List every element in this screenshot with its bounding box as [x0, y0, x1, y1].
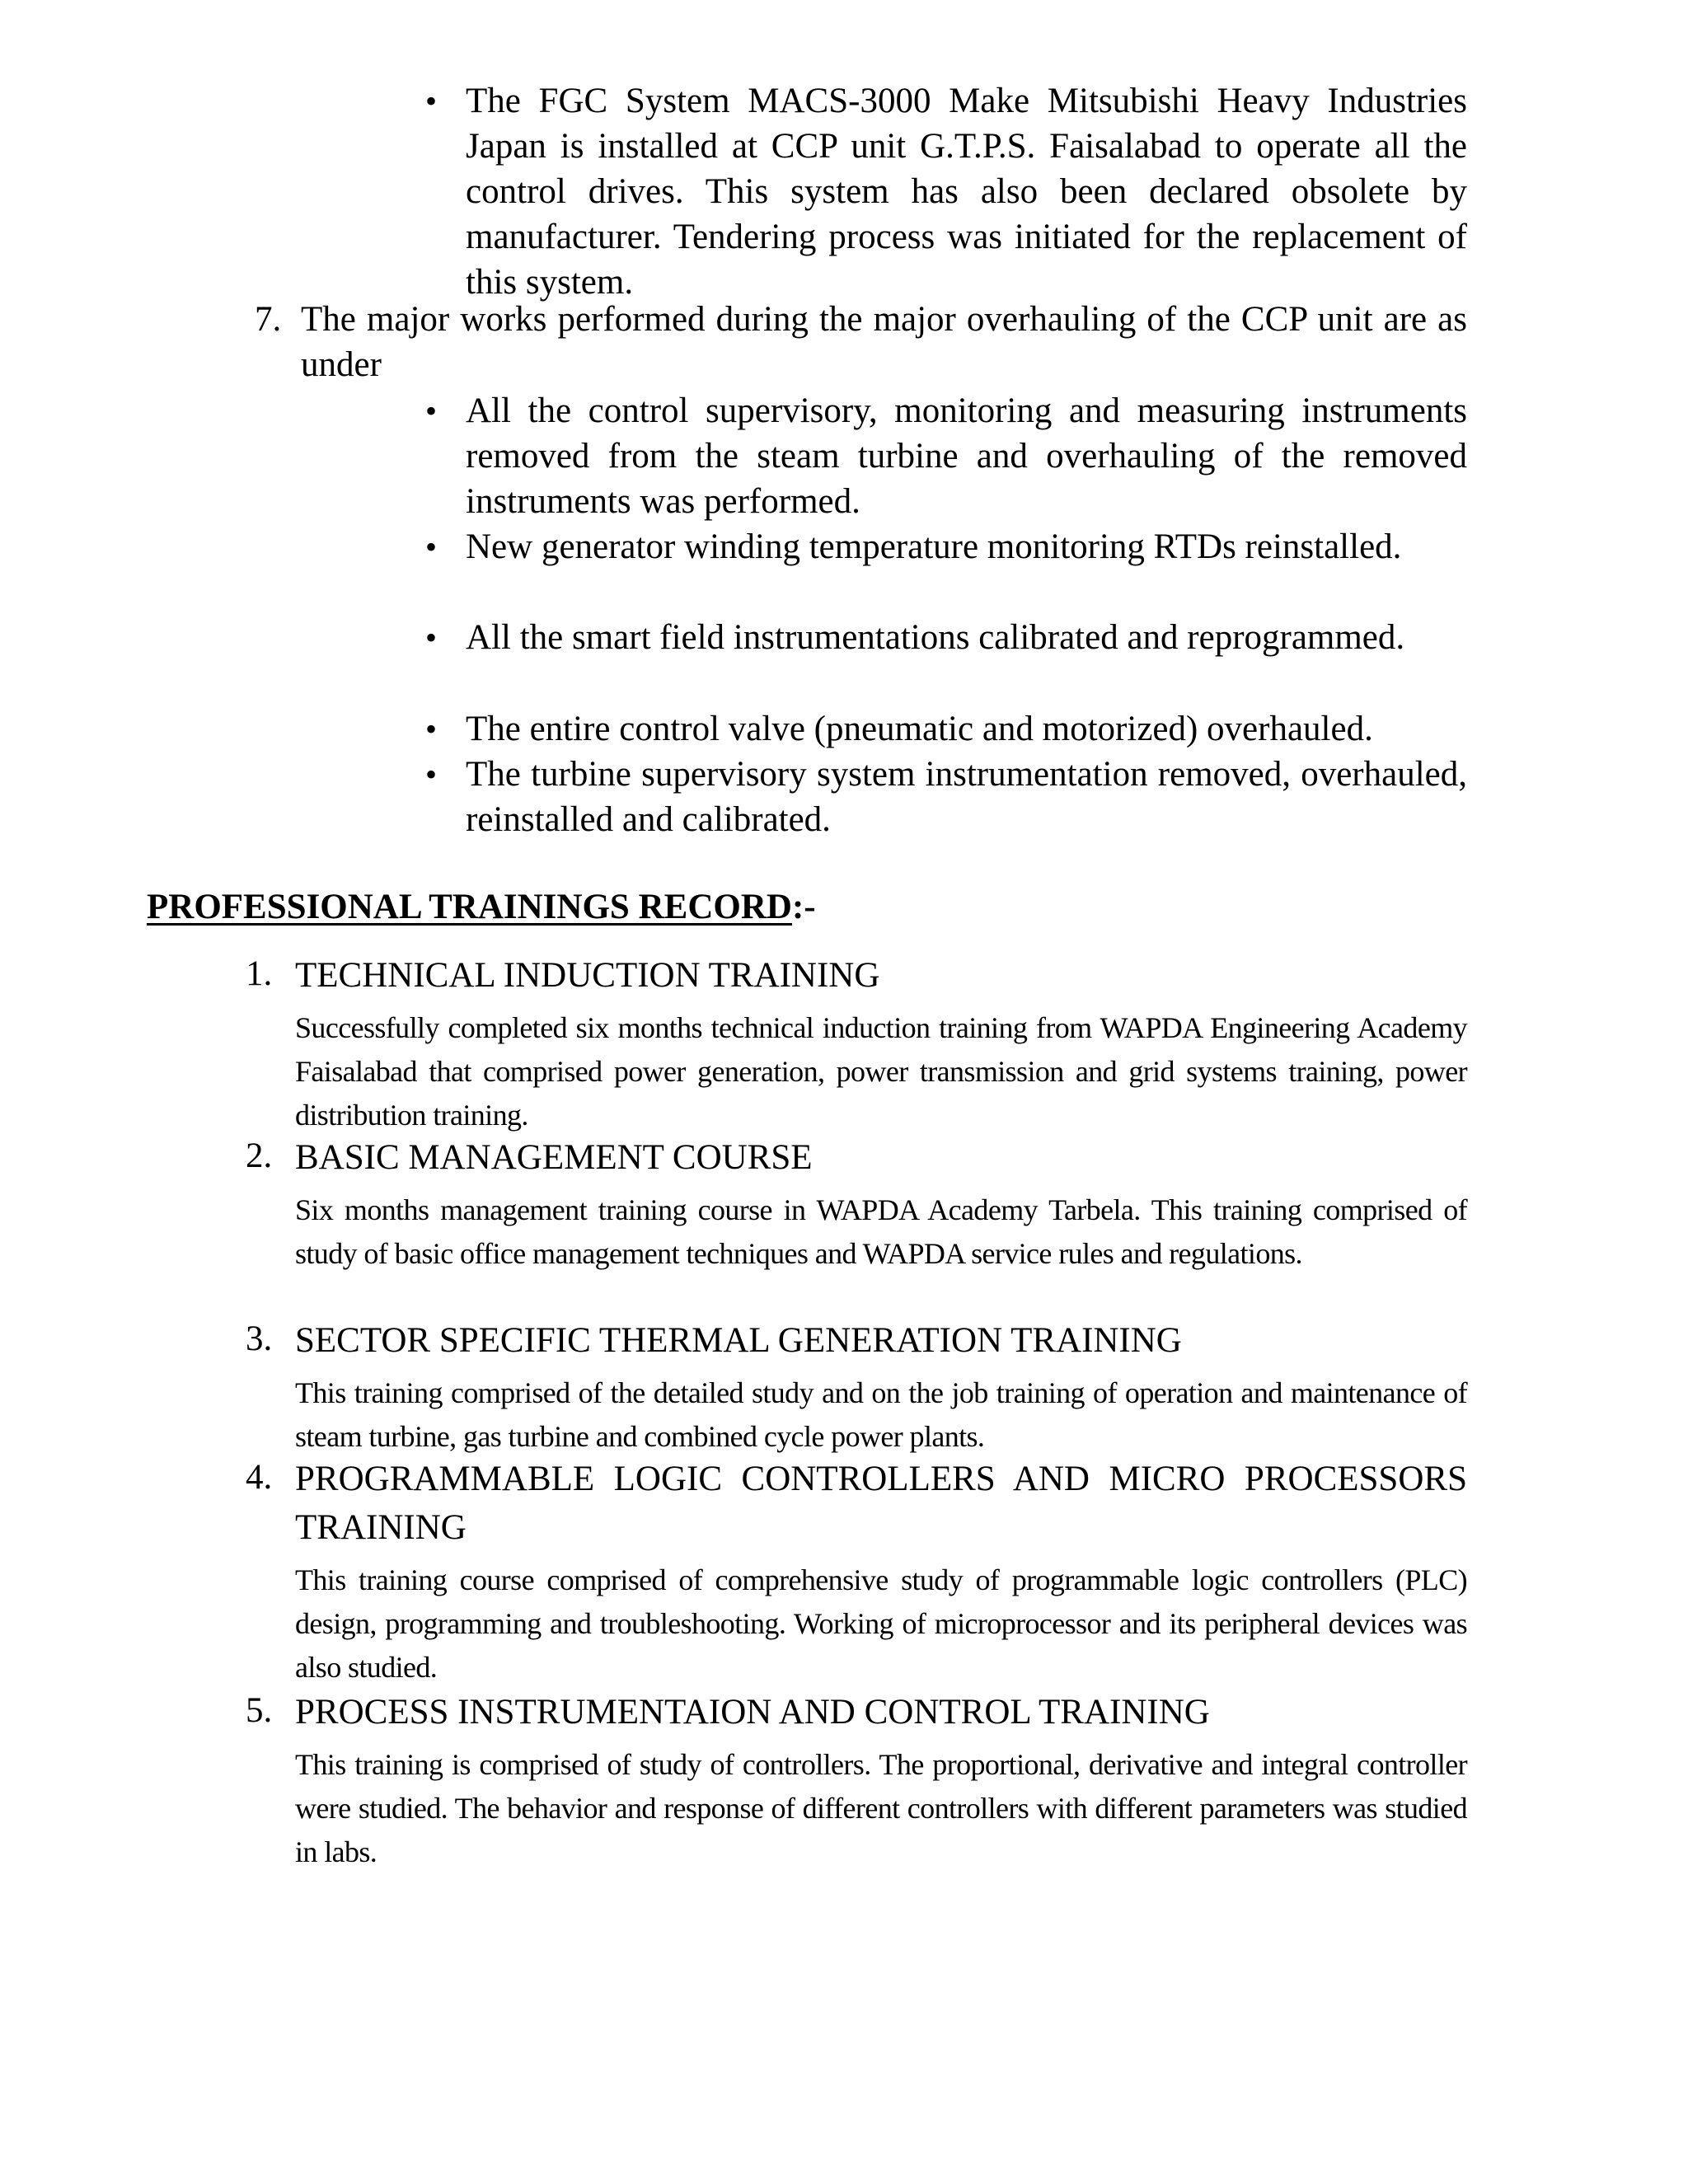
point-number: 7. [255, 300, 282, 339]
numbered-point-7 [255, 297, 1467, 387]
list-item [425, 524, 1467, 569]
training-title: PROGRAMMABLE LOGIC CONTROLLERS AND MICRO PROCESSORS TRAINING [295, 1460, 1467, 1547]
training-description: Successfully completed six months technical induction training from WAPDA Engineering Academy Faisalabad that comprised power generation, power transmission and grid systems training, power distribution training. [295, 1011, 1467, 1132]
training-title: PROCESS INSTRUMENTAION AND CONTROL TRAINING [295, 1693, 1210, 1732]
bullet-text: The turbine supervisory system instrumentation removed, overhauled, reinstalled and calibrated. [466, 755, 1467, 839]
bullet-text: The FGC System MACS-3000 Make Mitsubishi Heavy Industries Japan is installed at CCP unit G.T.P.S. Faisalabad to operate all the control drives. This system has also been declared obsolete by manufacturer. Tendering process was initiated for the replacement of this system. [466, 82, 1467, 302]
training-description: This training course comprised of comprehensive study of programmable logic controllers (PLC) design, programming and troubleshooting. Working of microprocessor and its peripheral devices was also studied. [295, 1563, 1467, 1684]
bullet-icon: • [425, 756, 438, 793]
bullet-text: All the smart field instrumentations calibrated and reprogrammed. [466, 618, 1405, 657]
training-description: Six months management training course in WAPDA Academy Tarbela. This training comprised of study of basic office management techniques and WAPDA service rules and regulations. [295, 1193, 1467, 1270]
training-item [246, 1133, 1467, 1276]
section-heading-suffix: :- [791, 888, 816, 926]
list-item [425, 615, 1467, 660]
training-title: TECHNICAL INDUCTION TRAINING [295, 956, 880, 995]
training-description: This training comprised of the detailed study and on the job training of operation and maintenance of steam turbine, gas turbine and combined cycle power plants. [295, 1376, 1467, 1453]
list-item [425, 78, 1467, 305]
bullet-icon: • [425, 392, 438, 429]
section-heading-text: PROFESSIONAL TRAININGS RECORD [147, 888, 792, 926]
training-item [246, 951, 1467, 1137]
point-text: The major works performed during the major overhauling of the CCP unit are as under [301, 300, 1467, 384]
bullet-icon: • [425, 619, 438, 656]
training-number: 2. [246, 1137, 273, 1175]
training-number: 1. [246, 954, 273, 993]
list-item [425, 706, 1467, 752]
training-title: SECTOR SPECIFIC THERMAL GENERATION TRAINING [295, 1321, 1182, 1360]
bullet-text: The entire control valve (pneumatic and motorized) overhauled. [466, 710, 1373, 748]
bullet-icon: • [425, 710, 438, 748]
training-item [246, 1455, 1467, 1690]
bullet-icon: • [425, 528, 438, 565]
bullet-text: New generator winding temperature monitoring RTDs reinstalled. [466, 527, 1402, 566]
training-description: This training is comprised of study of controllers. The proportional, derivative and integral controller were studied. The behavior and response of different controllers with different parameters was studied in labs. [295, 1748, 1467, 1868]
training-item [246, 1316, 1467, 1459]
training-number: 3. [246, 1319, 273, 1358]
list-item [425, 752, 1467, 842]
training-title: BASIC MANAGEMENT COURSE [295, 1138, 813, 1177]
training-number: 5. [246, 1691, 273, 1730]
list-item [425, 388, 1467, 524]
bullet-icon: • [425, 82, 438, 120]
training-number: 4. [246, 1458, 273, 1497]
bullet-text: All the control supervisory, monitoring and measuring instruments removed from the steam turbine and overhauling of the removed instruments was performed. [466, 391, 1467, 521]
section-heading [147, 884, 816, 930]
training-item [246, 1688, 1467, 1874]
